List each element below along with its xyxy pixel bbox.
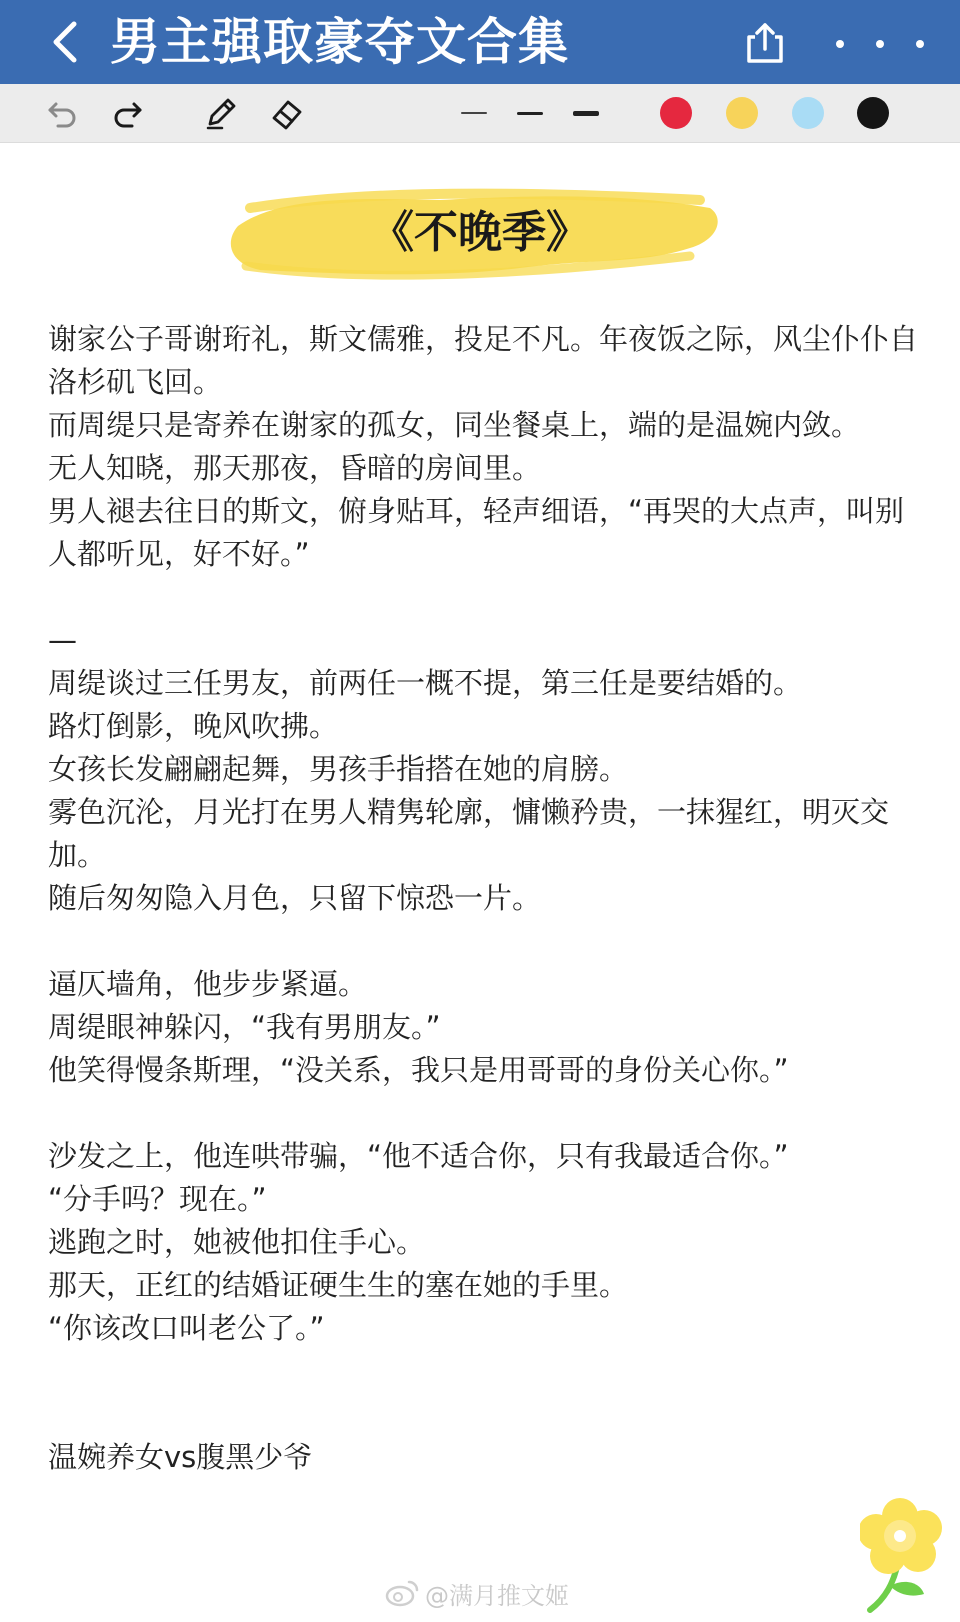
medium-line-icon (517, 112, 543, 115)
paragraph-spacer (48, 1350, 918, 1393)
synopsis-paragraph: 路灯倒影，晚风吹拂。 (48, 709, 339, 743)
synopsis-paragraph: 他笑得慢条斯理，“没关系，我只是用哥哥的身份关心你。” (48, 1053, 789, 1087)
more-dots-icon (916, 40, 924, 48)
paragraph-spacer (48, 1393, 918, 1436)
synopsis-paragraph: 温婉养女vs腹黑少爷 (48, 1440, 313, 1474)
share-icon (745, 21, 785, 65)
synopsis-paragraph: 无人知晓，那天那夜，昏暗的房间里。 (48, 451, 542, 485)
more-dots-icon (836, 40, 844, 48)
color-swatch-yellow[interactable] (726, 97, 758, 129)
synopsis-paragraph: “你该改口叫老公了。” (48, 1311, 325, 1345)
back-button[interactable] (40, 16, 90, 68)
watermark-text: @满月推文姬 (425, 1581, 569, 1610)
book-title: 《不晚季》 (370, 207, 590, 258)
weibo-icon (385, 1579, 419, 1607)
app-header (0, 0, 960, 84)
redo-icon (110, 96, 144, 130)
synopsis-paragraph: 周缇谈过三任男友，前两任一概不提，第三任是要结婚的。 (48, 666, 803, 700)
pen-tool-button[interactable] (198, 90, 244, 136)
thin-line-icon (461, 112, 487, 114)
weibo-watermark (385, 1575, 569, 1611)
undo-icon (46, 96, 80, 130)
synopsis-text (48, 318, 918, 1479)
pen-icon (202, 94, 240, 132)
flower-sticker (860, 1498, 960, 1618)
drawing-toolbar (0, 84, 960, 143)
line-width-thin[interactable] (452, 90, 496, 136)
redo-button[interactable] (104, 90, 150, 136)
paragraph-spacer (48, 1092, 918, 1135)
synopsis-paragraph: 女孩长发翩翩起舞，男孩手指搭在她的肩膀。 (48, 752, 629, 786)
line-width-thick[interactable] (564, 90, 608, 136)
line-width-medium[interactable] (508, 90, 552, 136)
color-swatch-light-blue[interactable] (792, 97, 824, 129)
flower-icon (860, 1498, 960, 1618)
synopsis-paragraph: 而周缇只是寄养在谢家的孤女，同坐餐桌上，端的是温婉内敛。 (48, 408, 861, 442)
thick-line-icon (573, 111, 599, 116)
synopsis-paragraph: 谢家公子哥谢珩礼，斯文儒雅，投足不凡。年夜饭之际，风尘仆仆自洛杉矶飞回。 (48, 322, 919, 399)
synopsis-paragraph: — (48, 623, 77, 657)
color-swatch-red[interactable] (660, 97, 692, 129)
synopsis-paragraph: 周缇眼神躲闪，“我有男朋友。” (48, 1010, 441, 1044)
book-title-banner (220, 178, 740, 288)
chevron-left-icon (50, 20, 80, 64)
page-title: 男主强取豪夺文合集 (110, 13, 569, 71)
paragraph-spacer (48, 920, 918, 963)
synopsis-paragraph: 逼仄墙角，他步步紧逼。 (48, 967, 368, 1001)
eraser-tool-button[interactable] (264, 90, 310, 136)
synopsis-paragraph: 沙发之上，他连哄带骗，“他不适合你，只有我最适合你。” (48, 1139, 789, 1173)
synopsis-paragraph: 随后匆匆隐入月色，只留下惊恐一片。 (48, 881, 542, 915)
more-dots-icon (876, 40, 884, 48)
synopsis-paragraph: 那天，正红的结婚证硬生生的塞在她的手里。 (48, 1268, 629, 1302)
synopsis-paragraph: “分手吗？现在。” (48, 1182, 267, 1216)
undo-button[interactable] (40, 90, 86, 136)
synopsis-paragraph: 逃跑之时，她被他扣住手心。 (48, 1225, 426, 1259)
synopsis-paragraph: 男人褪去往日的斯文，俯身贴耳，轻声细语，“再哭的大点声，叫别人都听见，好不好。” (48, 494, 905, 571)
eraser-icon (268, 94, 306, 132)
paragraph-spacer (48, 576, 918, 619)
share-button[interactable] (740, 18, 790, 68)
color-swatch-black[interactable] (857, 97, 889, 129)
synopsis-paragraph: 雾色沉沦，月光打在男人精隽轮廓，慵懒矜贵，一抹猩红，明灭交加。 (48, 795, 890, 872)
more-options-button[interactable] (830, 22, 930, 66)
